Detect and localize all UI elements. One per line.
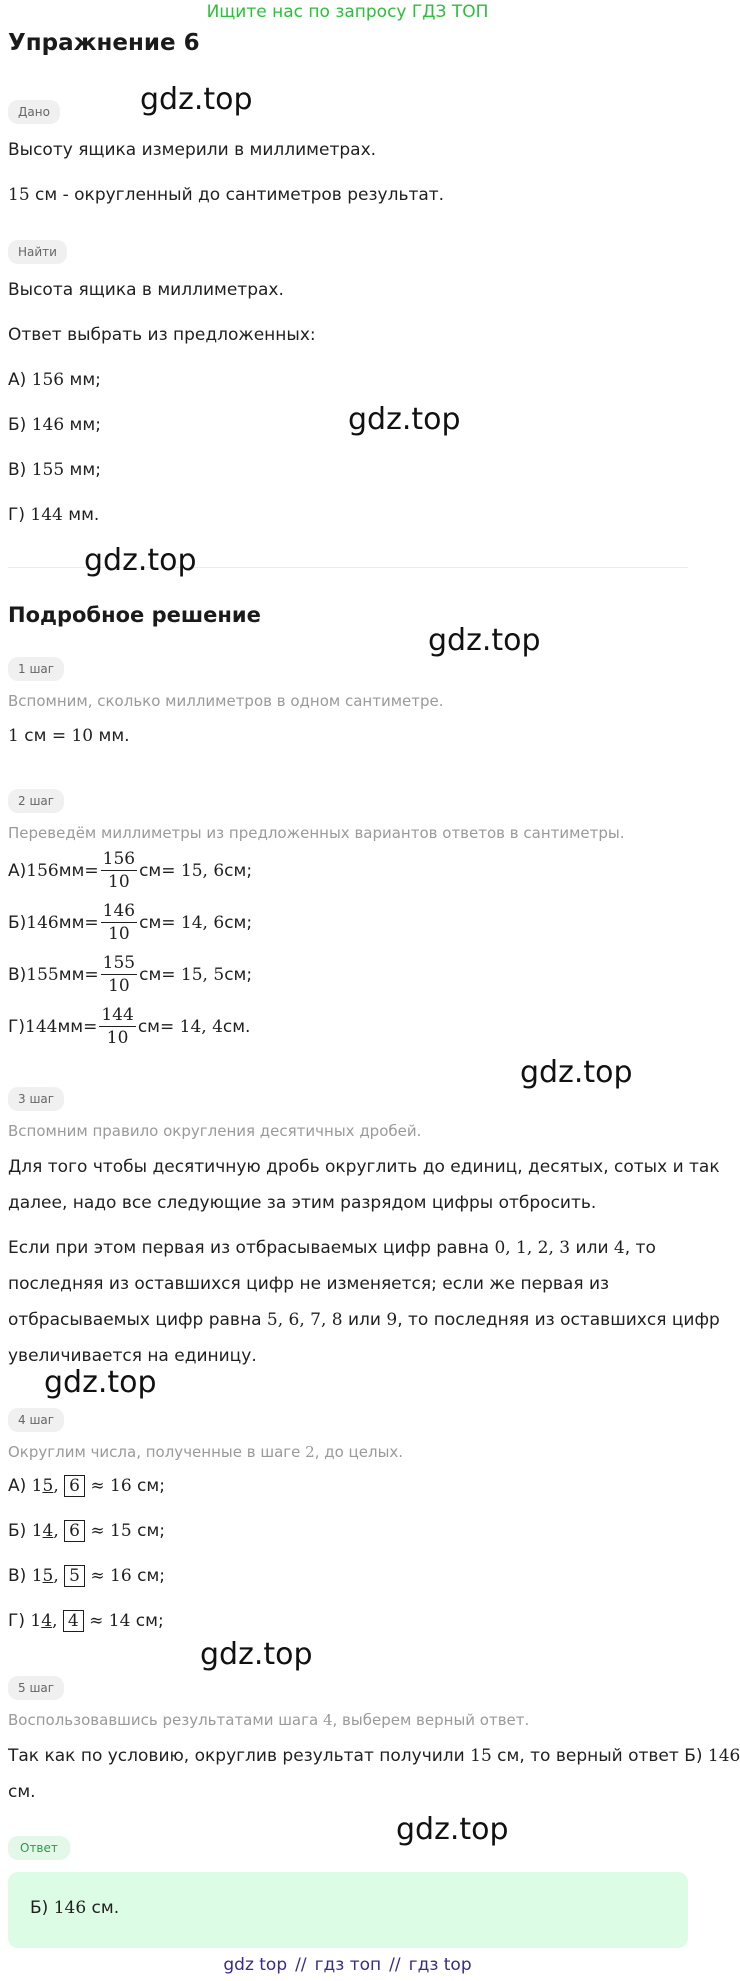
row-unit: см; (224, 860, 253, 881)
integer-digit: 1 (31, 1566, 43, 1586)
formula-unit: см (18, 726, 52, 746)
row-equals: = (84, 964, 99, 985)
conclusion-text: см, то верный ответ Б) (491, 1746, 708, 1766)
rule-digits: 4 (613, 1238, 625, 1258)
given-number: 15 (8, 185, 30, 205)
footer-links (0, 1955, 695, 1975)
footer-link[interactable]: gdz top (223, 1955, 288, 1975)
fraction-numerator: 155 (102, 953, 136, 973)
integer-digit: 1 (30, 1611, 42, 1631)
conversion-row (8, 952, 252, 997)
row-equals: = (84, 912, 99, 933)
footer-link[interactable]: гдз top (408, 1955, 472, 1975)
option-unit: мм; (64, 415, 101, 435)
step-2-pill: 2 шаг (8, 789, 64, 813)
row-equals: = (83, 1016, 98, 1037)
conversion-row (8, 900, 252, 945)
row-unit: см; (224, 912, 253, 933)
watermark: gdz.top (520, 1055, 633, 1090)
option-label: В) (8, 460, 32, 480)
integer-digit-underlined: 4 (42, 1521, 54, 1541)
fraction-numerator: 156 (102, 849, 136, 869)
row-number: 146 (26, 912, 59, 933)
rule-text: Если при этом первая из отбрасываемых цифр равна (8, 1238, 495, 1258)
step-5-pill: 5 шаг (8, 1676, 64, 1700)
step-3-pill: 3 шаг (8, 1087, 64, 1111)
hint-text: Воспользовавшись результатами шага (8, 1711, 323, 1729)
row-result: = 14, 6 (161, 912, 225, 933)
integer-digit: 1 (31, 1476, 43, 1496)
step-1-formula (8, 726, 130, 746)
fraction-denominator: 10 (108, 872, 130, 892)
answer-label: Б) (30, 1898, 54, 1918)
conclusion-number: 15 (470, 1746, 492, 1766)
row-unit: мм (58, 860, 85, 881)
formula-equals: = 10 (51, 726, 94, 746)
row-equals: = (84, 860, 99, 881)
step-4-hint (8, 1443, 403, 1461)
row-unit: см. (222, 1016, 251, 1037)
rule-line (8, 1310, 720, 1330)
row-label: В) (8, 1566, 32, 1586)
row-unit: мм (57, 1016, 84, 1037)
decimal-comma: , (53, 1476, 59, 1496)
option-label: А) (8, 370, 32, 390)
given-pill: Дано (8, 100, 60, 124)
fraction-numerator: 144 (101, 1005, 134, 1025)
watermark: gdz.top (348, 402, 461, 437)
boxed-digit: 6 (64, 1475, 85, 1497)
watermark: gdz.top (84, 543, 197, 578)
page-title: Упражнение 6 (8, 30, 200, 56)
row-result: = 15, 5 (161, 964, 225, 985)
option-d (8, 505, 99, 525)
row-label: Г) (8, 1016, 25, 1037)
option-unit: мм; (64, 460, 101, 480)
rounding-row (8, 1520, 165, 1542)
watermark: gdz.top (428, 623, 541, 658)
find-pill: Найти (8, 240, 67, 264)
rule-text: , то (624, 1238, 656, 1258)
rule-line: далее, надо все следующие за этим разрядом цифры отбросить. (8, 1193, 597, 1213)
hint-number: 2 (305, 1443, 315, 1461)
conversion-row (8, 1004, 250, 1049)
fraction-denominator: 10 (106, 1028, 129, 1048)
approx-value: ≈ 16 (90, 1566, 132, 1586)
option-c (8, 460, 101, 480)
rule-text: отбрасываемых цифр равна (8, 1310, 267, 1330)
row-unit: см; (131, 1566, 165, 1586)
approx-value: ≈ 15 (90, 1521, 132, 1541)
formula-unit: мм. (93, 726, 130, 746)
fraction-denominator: 10 (108, 924, 130, 944)
integer-digit-underlined: 5 (42, 1476, 54, 1496)
decimal-comma: , (53, 1566, 59, 1586)
row-unit: мм (58, 912, 85, 933)
step-2-hint: Переведём миллиметры из предложенных вариантов ответов в сантиметры. (8, 824, 625, 842)
answer-pill: Ответ (8, 1836, 70, 1860)
hint-number: 4 (322, 1711, 333, 1729)
row-unit: см; (224, 964, 253, 985)
conclusion-number: 146 (707, 1746, 740, 1766)
row-unit: мм (58, 964, 85, 985)
top-banner: Ищите нас по запросу ГДЗ ТОП (206, 2, 489, 22)
row-unit: см; (131, 1476, 165, 1496)
rounding-row (8, 1610, 164, 1632)
rule-digits: 5, 6, 7, 8 (266, 1310, 343, 1330)
conclusion-text: Так как по условию, округлив результат получили (8, 1746, 471, 1766)
rule-line: Для того чтобы десятичную дробь округлить до единиц, десятых, сотых и так (8, 1157, 720, 1177)
hint-text: Округлим числа, полученные в шаге (8, 1443, 306, 1461)
hint-text: , выберем верный ответ. (332, 1711, 530, 1729)
footer-separator: // (295, 1955, 307, 1975)
rounding-row (8, 1475, 165, 1497)
rule-digits: 9 (386, 1310, 398, 1330)
watermark: gdz.top (140, 82, 253, 117)
step-1-pill: 1 шаг (8, 657, 64, 681)
row-result: = 14, 4 (159, 1016, 223, 1037)
conclusion-line: см. (8, 1782, 36, 1802)
conclusion-line (8, 1746, 740, 1766)
option-label: Г) (8, 505, 31, 525)
given-line-1: Высоту ящика измерили в миллиметрах. (8, 140, 377, 160)
find-line-1: Высота ящика в миллиметрах. (8, 280, 284, 300)
rule-text: , то последняя из оставшихся цифр (397, 1310, 720, 1330)
find-line-2: Ответ выбрать из предложенных: (8, 325, 316, 345)
approx-value: ≈ 16 (90, 1476, 132, 1496)
row-label: А) (8, 1476, 32, 1496)
rounding-row (8, 1565, 165, 1587)
option-b (8, 415, 101, 435)
given-line-2-text: см - округленный до сантиметров результат. (29, 185, 445, 205)
decimal-comma: , (52, 1611, 58, 1631)
approx-value: ≈ 14 (89, 1611, 131, 1631)
row-unit: см; (131, 1521, 165, 1541)
row-label: Б) (8, 912, 27, 933)
watermark: gdz.top (44, 1365, 157, 1400)
row-label: А) (8, 860, 27, 881)
step-1-hint: Вспомним, сколько миллиметров в одном сантиметре. (8, 692, 444, 710)
fraction (101, 952, 137, 997)
given-line-2 (8, 185, 444, 205)
row-unit: см (139, 912, 162, 933)
option-number: 156 (31, 370, 65, 390)
rule-line: увеличивается на единицу. (8, 1346, 257, 1366)
footer-link[interactable]: гдз топ (314, 1955, 382, 1975)
rule-text: или (570, 1238, 614, 1258)
integer-digit-underlined: 5 (42, 1566, 54, 1586)
row-unit: см; (130, 1611, 164, 1631)
fraction (101, 848, 137, 893)
row-label: Б) (8, 1521, 32, 1541)
row-unit: см (139, 964, 162, 985)
footer-separator: // (389, 1955, 401, 1975)
boxed-digit: 6 (64, 1520, 85, 1542)
fraction (101, 900, 137, 945)
boxed-digit: 5 (64, 1565, 85, 1587)
rule-line: последняя из оставшихся цифр не изменяется; если же первая из (8, 1274, 610, 1294)
row-unit: см (137, 1016, 160, 1037)
hint-text: , до целых. (314, 1443, 404, 1461)
option-unit: мм; (64, 370, 101, 390)
watermark: gdz.top (396, 1812, 509, 1847)
rule-text: или (342, 1310, 387, 1330)
fraction (99, 1004, 135, 1049)
conversion-row (8, 848, 252, 893)
row-number: 156 (26, 860, 59, 881)
decimal-comma: , (53, 1521, 59, 1541)
row-result: = 15, 6 (161, 860, 225, 881)
row-number: 155 (26, 964, 59, 985)
option-a (8, 370, 101, 390)
row-label: В) (8, 964, 27, 985)
option-unit: мм. (62, 505, 100, 525)
step-5-hint (8, 1711, 529, 1729)
row-unit: см (139, 860, 162, 881)
option-label: Б) (8, 415, 32, 435)
option-number: 144 (30, 505, 63, 525)
step-3-hint: Вспомним правило округления десятичных дробей. (8, 1122, 422, 1140)
answer-unit: см. (86, 1898, 120, 1918)
boxed-digit: 4 (63, 1610, 84, 1632)
answer-number: 146 (53, 1898, 87, 1918)
fraction-numerator: 146 (102, 901, 136, 921)
step-4-pill: 4 шаг (8, 1408, 64, 1432)
option-number: 155 (31, 460, 65, 480)
rule-digits: 0, 1, 2, 3 (494, 1238, 571, 1258)
solution-title: Подробное решение (8, 603, 261, 627)
fraction-denominator: 10 (108, 976, 130, 996)
integer-digit: 1 (31, 1521, 43, 1541)
row-label: Г) (8, 1611, 31, 1631)
formula-number: 1 (8, 726, 19, 746)
answer-text (30, 1898, 119, 1918)
watermark: gdz.top (200, 1637, 313, 1672)
row-number: 144 (25, 1016, 58, 1037)
option-number: 146 (31, 415, 65, 435)
integer-digit-underlined: 4 (41, 1611, 53, 1631)
rule-line (8, 1238, 656, 1258)
